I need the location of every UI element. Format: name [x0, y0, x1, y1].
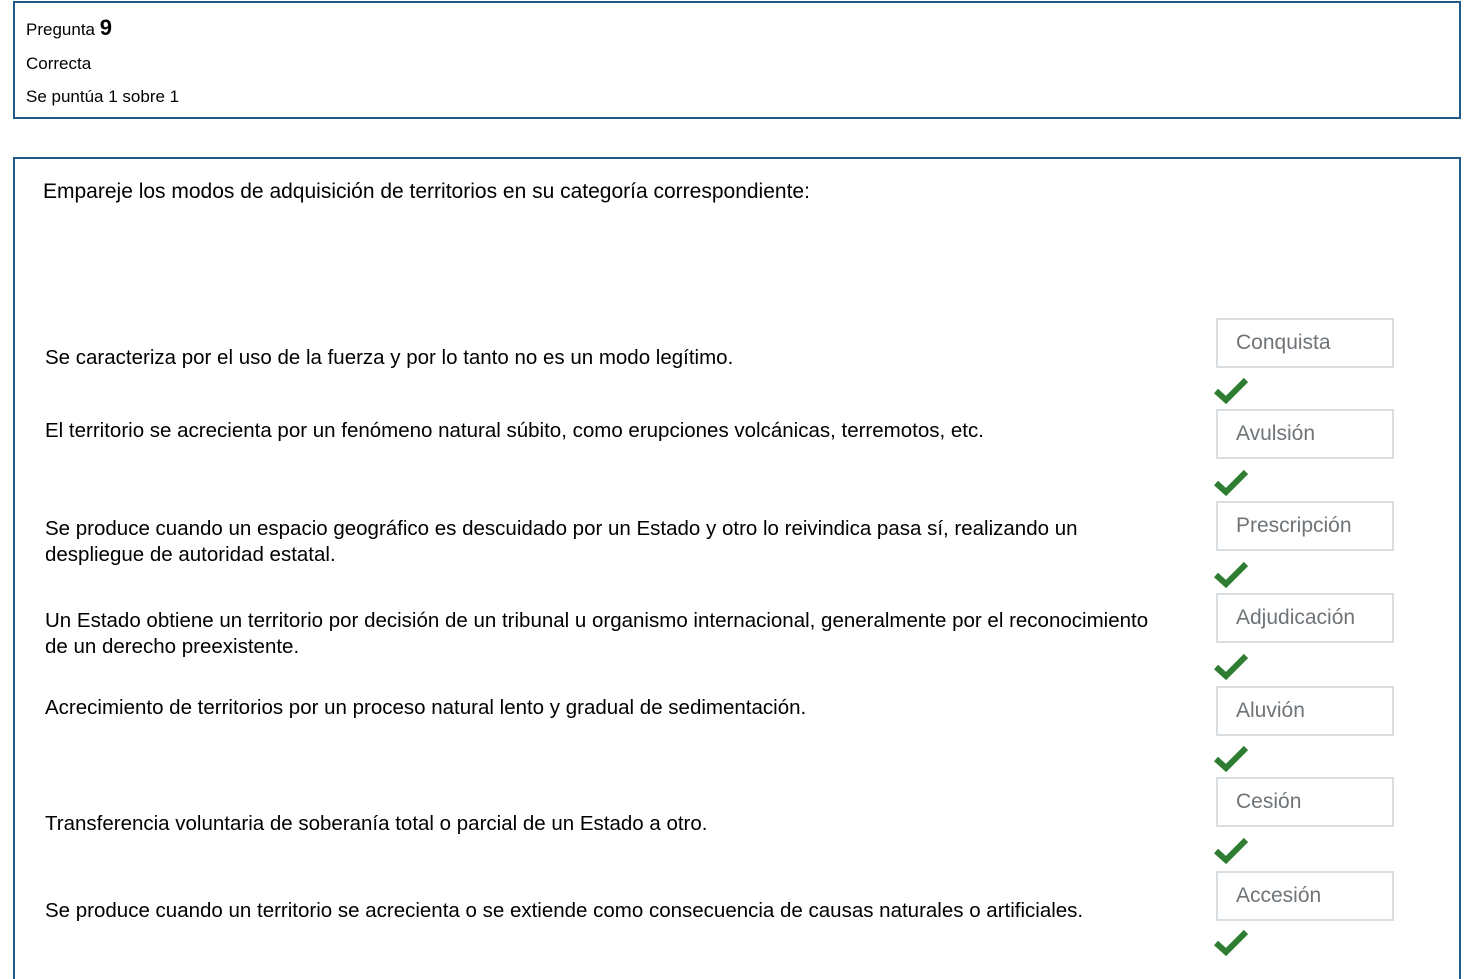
question-content-panel — [13, 157, 1461, 979]
match-answer-select[interactable]: Aluvión — [1216, 686, 1394, 736]
question-state: Correcta — [26, 54, 92, 73]
question-info-panel — [13, 1, 1461, 119]
question-label: Pregunta — [26, 20, 95, 39]
match-item-stem: Se produce cuando un espacio geográfico es descuidado por un Estado y otro lo reivindica pasa sí, realizando un despliegue de autoridad estatal. — [45, 517, 1078, 566]
match-answer-select[interactable]: Avulsión — [1216, 409, 1394, 459]
match-answer-select[interactable]: Prescripción — [1216, 501, 1394, 551]
match-item-stem: Transferencia voluntaria de soberanía total o parcial de un Estado a otro. — [45, 812, 708, 835]
check-icon — [1214, 652, 1248, 680]
check-icon — [1214, 928, 1248, 956]
question-prompt: Empareje los modos de adquisición de territorios en su categoría correspondiente: — [43, 180, 810, 203]
match-item-stem: El territorio se acrecienta por un fenómeno natural súbito, como erupciones volcánicas, terremotos, etc. — [45, 419, 984, 442]
check-icon — [1214, 468, 1248, 496]
question-grade: Se puntúa 1 sobre 1 — [26, 87, 180, 106]
check-icon — [1214, 376, 1248, 404]
check-icon — [1214, 836, 1248, 864]
match-answer-select[interactable]: Conquista — [1216, 318, 1394, 368]
match-item-stem: Acrecimiento de territorios por un proceso natural lento y gradual de sedimentación. — [45, 696, 807, 719]
match-item-stem: Se produce cuando un territorio se acrecienta o se extiende como consecuencia de causas naturales o artificiales. — [45, 899, 1084, 922]
check-icon — [1214, 560, 1248, 588]
match-answer-select[interactable]: Cesión — [1216, 777, 1394, 827]
match-answer-select[interactable]: Accesión — [1216, 871, 1394, 921]
check-icon — [1214, 744, 1248, 772]
question-number: 9 — [99, 15, 112, 40]
match-answer-select[interactable]: Adjudicación — [1216, 593, 1394, 643]
match-item-stem: Se caracteriza por el uso de la fuerza y por lo tanto no es un modo legítimo. — [45, 346, 734, 369]
match-item-stem: Un Estado obtiene un territorio por decisión de un tribunal u organismo internacional, generalmente por el reconocimiento de un derecho preexistente. — [45, 609, 1149, 658]
question-title — [26, 15, 112, 41]
